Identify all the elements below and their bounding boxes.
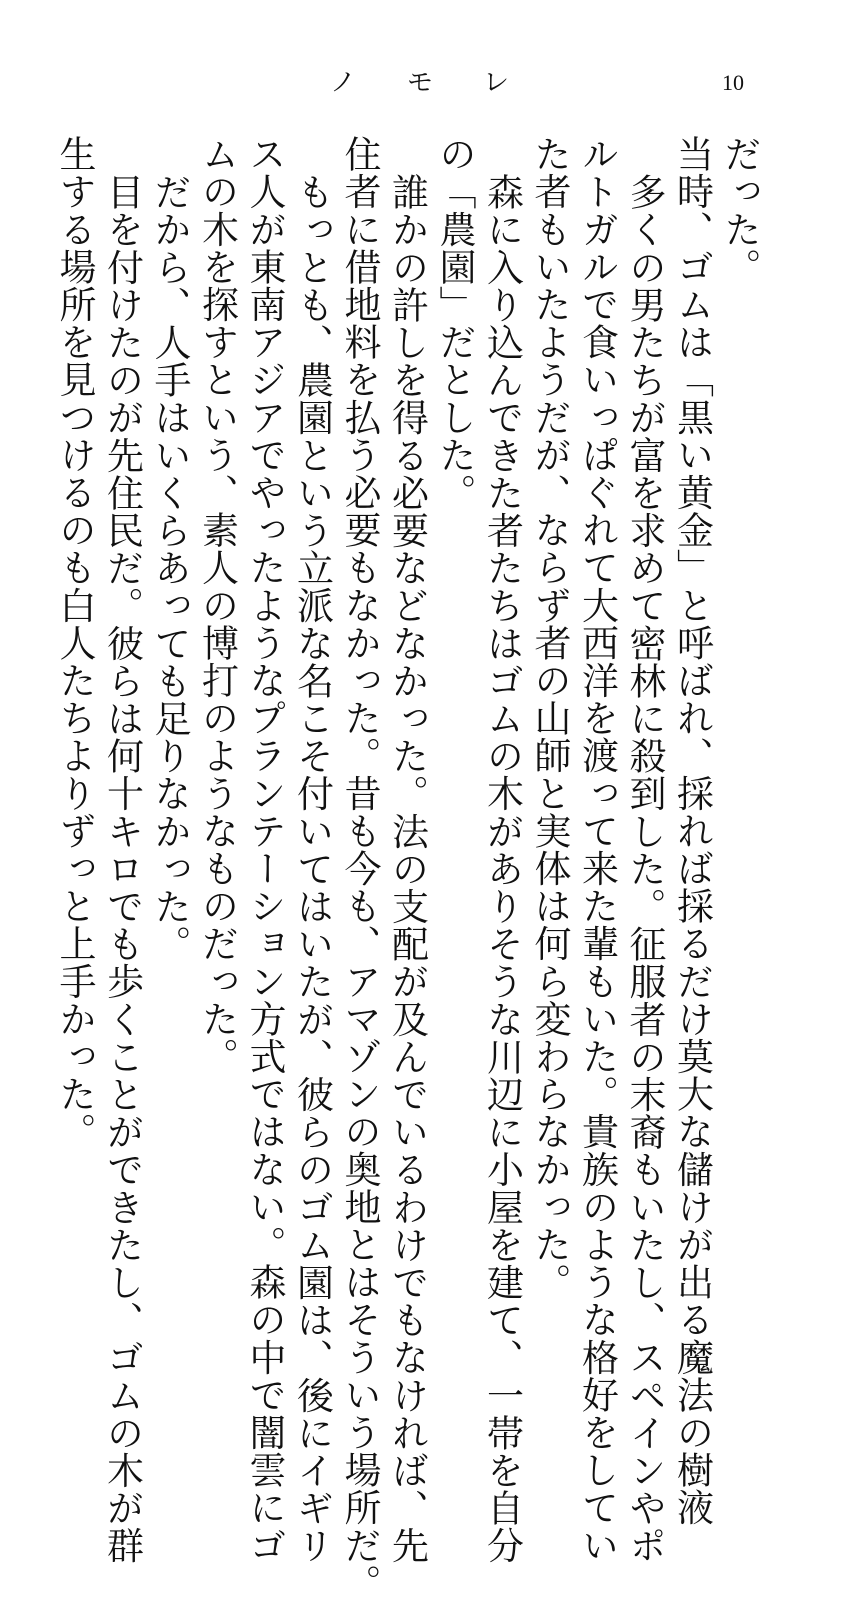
text-column: ルトガルで食いっぱぐれて大西洋を渡って来た輩もいた。貴族のような格好をしてい	[575, 135, 619, 1564]
text-column: ス人が東南アジアでやったようなプランテーション方式ではない。森の中で闇雲にゴ	[243, 135, 286, 1564]
text-column: た者もいたようだが、ならず者の山師と実体は何ら変わらなかった。	[528, 135, 571, 1301]
header-title-char-2: モ	[407, 68, 434, 98]
text-column: ムの木を探すという、素人の博打のようなものだった。	[195, 135, 239, 1075]
text-column: 当時、ゴムは「黒い黄金」と呼ばれ、採れば採るだけ莫大な儲けが出る魔法の樹液	[670, 135, 714, 1527]
running-header	[0, 66, 841, 100]
text-column: だから、人手はいくらあっても足りなかった。	[148, 173, 191, 963]
text-column: 多くの男たちが富を求めて密林に殺到した。征服者の末裔もいたし、スペインやポ	[623, 173, 666, 1565]
text-column: もっとも、農園という立派な名こそ付いてはいたが、彼らのゴム園は、後にイギリ	[290, 173, 334, 1565]
vertical-body-text	[0, 135, 841, 1601]
text-column: 生する場所を見つけるのも白人たちよりずっと上手かった。	[53, 135, 96, 1151]
header-title-char-1: ノ	[330, 68, 357, 98]
header-title-char-3: レ	[483, 68, 510, 98]
text-column: 目を付けたのが先住民だ。彼らは何十キロでも歩くことができたし、ゴムの木が群	[100, 173, 144, 1565]
text-column: 森に入り込んできた者たちはゴムの木がありそうな川辺に小屋を建て、一帯を自分	[480, 173, 524, 1565]
page-number: 10	[722, 70, 744, 95]
text-column: 住者に借地料を払う必要もなかった。昔も今も、アマゾンの奥地とはそういう場所だ。	[338, 135, 381, 1601]
text-column: 誰かの許しを得る必要などなかった。法の支配が及んでいるわけでもなければ、先	[385, 173, 429, 1565]
text-column: だった。	[718, 135, 761, 286]
text-column: の「農園」だとした。	[433, 135, 476, 511]
